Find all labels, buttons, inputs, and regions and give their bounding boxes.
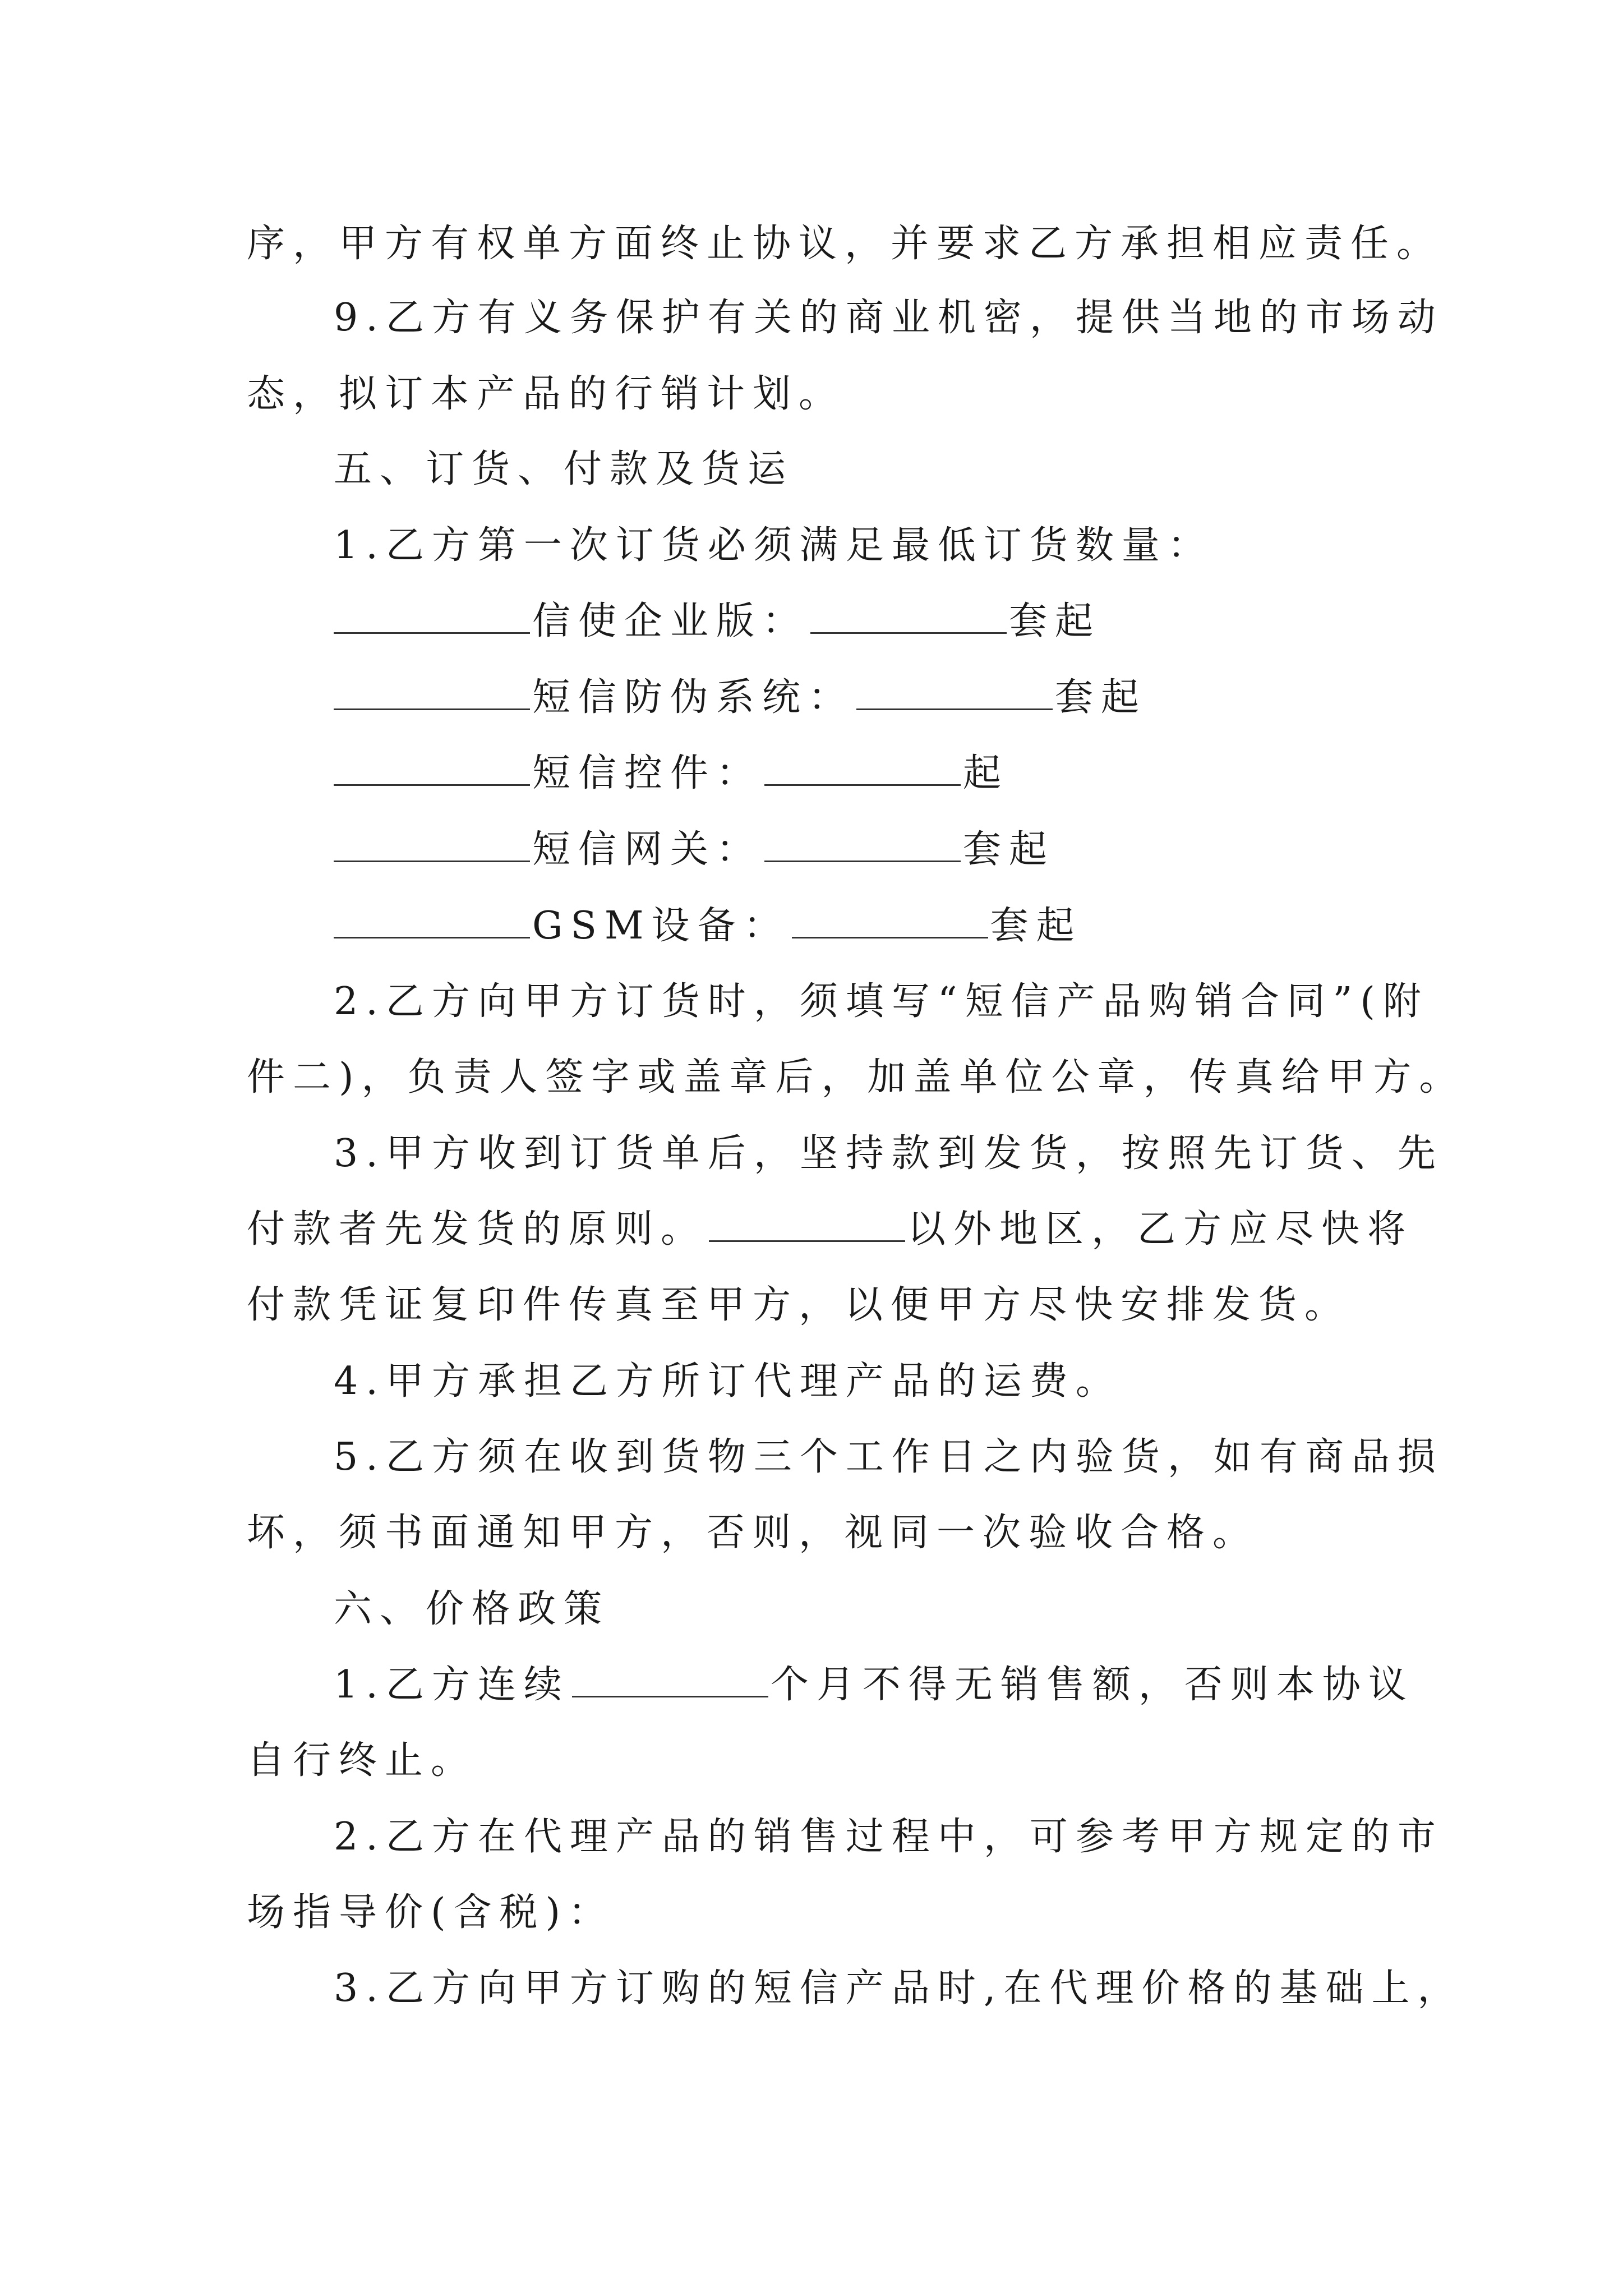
- paragraph-line: 场指导价(含税)：: [247, 1890, 615, 1935]
- paragraph-line: 坏，须书面通知甲方，否则，视同一次验收合格。: [247, 1511, 1259, 1555]
- order-item-row: [334, 591, 1101, 652]
- paragraph-line: 件二)，负责人签字或盖章后，加盖单位公章，传真给甲方。: [247, 1055, 1465, 1099]
- text-after-blank: 个月不得无销售额，否则本协议: [770, 1663, 1414, 1707]
- fill-in-blank[interactable]: [334, 596, 530, 634]
- paragraph-line: 2.乙方在代理产品的销售过程中，可参考甲方规定的市: [334, 1815, 1444, 1859]
- order-item-name: 信使企业版：: [532, 599, 809, 643]
- paragraph-line: 付款凭证复印件传真至甲方，以便甲方尽快安排发货。: [247, 1283, 1351, 1327]
- section-heading: 六、价格政策: [334, 1587, 610, 1631]
- order-item-suffix: 套起: [990, 904, 1082, 948]
- order-item-name: GSM设备：: [532, 904, 790, 948]
- fill-in-blank[interactable]: [709, 1204, 905, 1242]
- paragraph-line: 5.乙方须在收到货物三个工作日之内验货，如有商品损: [334, 1435, 1444, 1479]
- text-before-blank: 1.乙方连续: [334, 1663, 570, 1707]
- fill-in-blank[interactable]: [764, 825, 961, 862]
- order-item-suffix: 套起: [963, 827, 1055, 872]
- fill-in-blank[interactable]: [856, 673, 1053, 710]
- order-item-name: 短信控件：: [532, 751, 763, 795]
- paragraph-line: 自行终止。: [247, 1738, 477, 1783]
- order-item-row: [334, 895, 1082, 957]
- paragraph-line: 4.甲方承担乙方所订代理产品的运费。: [334, 1359, 1122, 1404]
- section-heading: 五、订货、付款及货运: [334, 447, 794, 491]
- paragraph-line: 9.乙方有义务保护有关的商业机密，提供当地的市场动: [334, 296, 1444, 340]
- paragraph-line: 3.乙方向甲方订购的短信产品时,在代理价格的基础上，: [334, 1966, 1464, 2010]
- paragraph-line: 态，拟订本产品的行销计划。: [247, 372, 845, 416]
- order-item-row: [334, 743, 1009, 804]
- text-after-blank: 以外地区，乙方应尽快将: [907, 1207, 1414, 1251]
- text-before-blank: 付款者先发货的原则。: [247, 1207, 707, 1251]
- order-item-row: [334, 819, 1055, 881]
- paragraph-line: 3.甲方收到订货单后，坚持款到发货，按照先订货、先: [334, 1131, 1444, 1176]
- fill-in-blank[interactable]: [810, 596, 1007, 634]
- fill-in-blank[interactable]: [764, 748, 961, 786]
- order-item-suffix: 套起: [1009, 599, 1101, 643]
- order-item-name: 短信防伪系统：: [532, 675, 855, 720]
- paragraph-line: 1.乙方第一次订货必须满足最低订货数量：: [334, 523, 1214, 568]
- fill-in-blank[interactable]: [572, 1660, 768, 1697]
- paragraph-line-with-blank: [247, 1199, 1413, 1260]
- order-item-name: 短信网关：: [532, 827, 763, 872]
- order-item-suffix: 起: [963, 751, 1009, 795]
- fill-in-blank[interactable]: [334, 673, 530, 710]
- fill-in-blank[interactable]: [334, 825, 530, 862]
- fill-in-blank[interactable]: [334, 748, 530, 786]
- fill-in-blank[interactable]: [334, 901, 530, 938]
- order-item-row: [334, 667, 1147, 729]
- fill-in-blank[interactable]: [792, 901, 988, 938]
- paragraph-line-with-blank: [334, 1654, 1414, 1716]
- paragraph-line: 序，甲方有权单方面终止协议，并要求乙方承担相应责任。: [247, 222, 1443, 266]
- order-item-suffix: 套起: [1055, 675, 1147, 720]
- paragraph-line: 2.乙方向甲方订货时，须填写“短信产品购销合同”(附: [334, 979, 1429, 1024]
